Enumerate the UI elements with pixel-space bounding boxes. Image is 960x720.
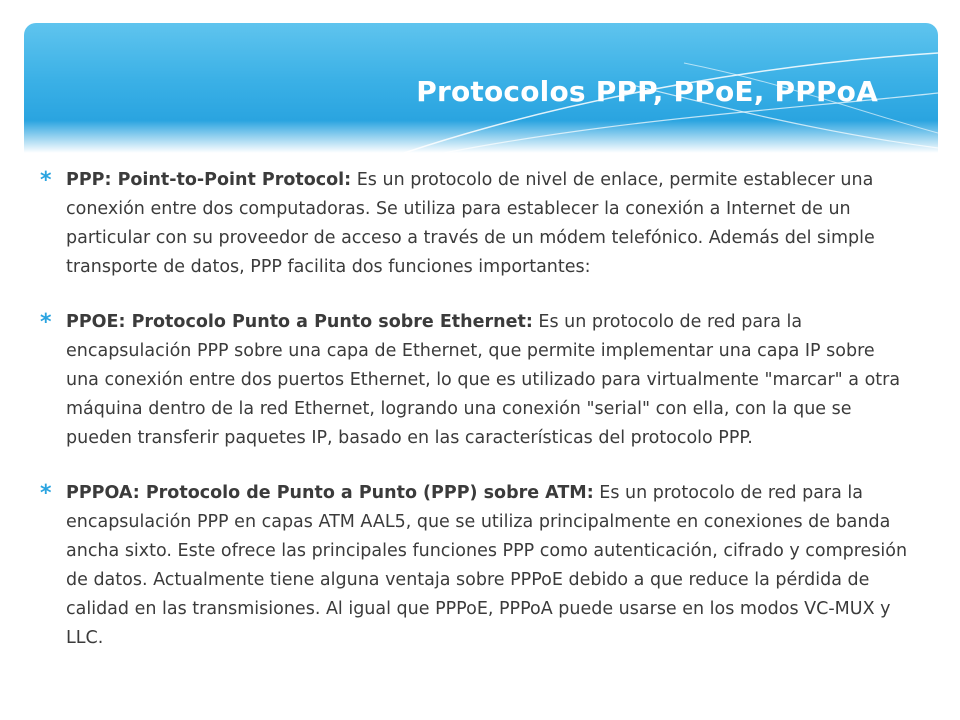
item-description: Es un protocolo de red para la encapsulación PPP en capas ATM AAL5, que se utiliza principalmente en conexiones de banda ancha sixto. Este ofrece las principales funciones PPP como autenticación, cifrado y compresión de datos. Actualmente tiene alguna ventaja sobre PPPoE debido a que reduce la pérdida de calidad en las transmisiones. Al igual que PPPoE, PPPoA puede usarse en los modos VC-MUX y LLC. [66,483,908,648]
list-item-pppoe [40,308,910,453]
bullet-list [40,166,910,679]
item-term: PPP: Point-to-Point Protocol: [66,170,352,190]
bullet-icon: * [40,168,52,193]
bullet-icon: * [40,481,52,506]
item-term: PPPOA: Protocolo de Punto a Punto (PPP) sobre ATM: [66,483,594,503]
page-title: Protocolos PPP, PPoE, PPPoA [416,75,878,108]
list-item-ppp [40,166,910,282]
item-description: Es un protocolo de nivel de enlace, permite establecer una conexión entre dos computadoras. Se utiliza para establecer la conexión a Internet de un particular con su proveedor de acceso a través de un módem telefónico. Además del simple transporte de datos, PPP facilita dos funciones importantes: [66,170,875,277]
list-item-pppoa [40,479,910,653]
bullet-icon: * [40,310,52,335]
title-banner [24,23,938,153]
item-description: Es un protocolo de red para la encapsulación PPP sobre una capa de Ethernet, que permite implementar una capa IP sobre una conexión entre dos puertos Ethernet, lo que es utilizado para virtualmente "marcar" a otra máquina dentro de la red Ethernet, logrando una conexión "serial" con ella, con la que se pueden transferir paquetes IP, basado en las características del protocolo PPP. [66,312,901,448]
item-term: PPOE: Protocolo Punto a Punto sobre Ethernet: [66,312,533,332]
